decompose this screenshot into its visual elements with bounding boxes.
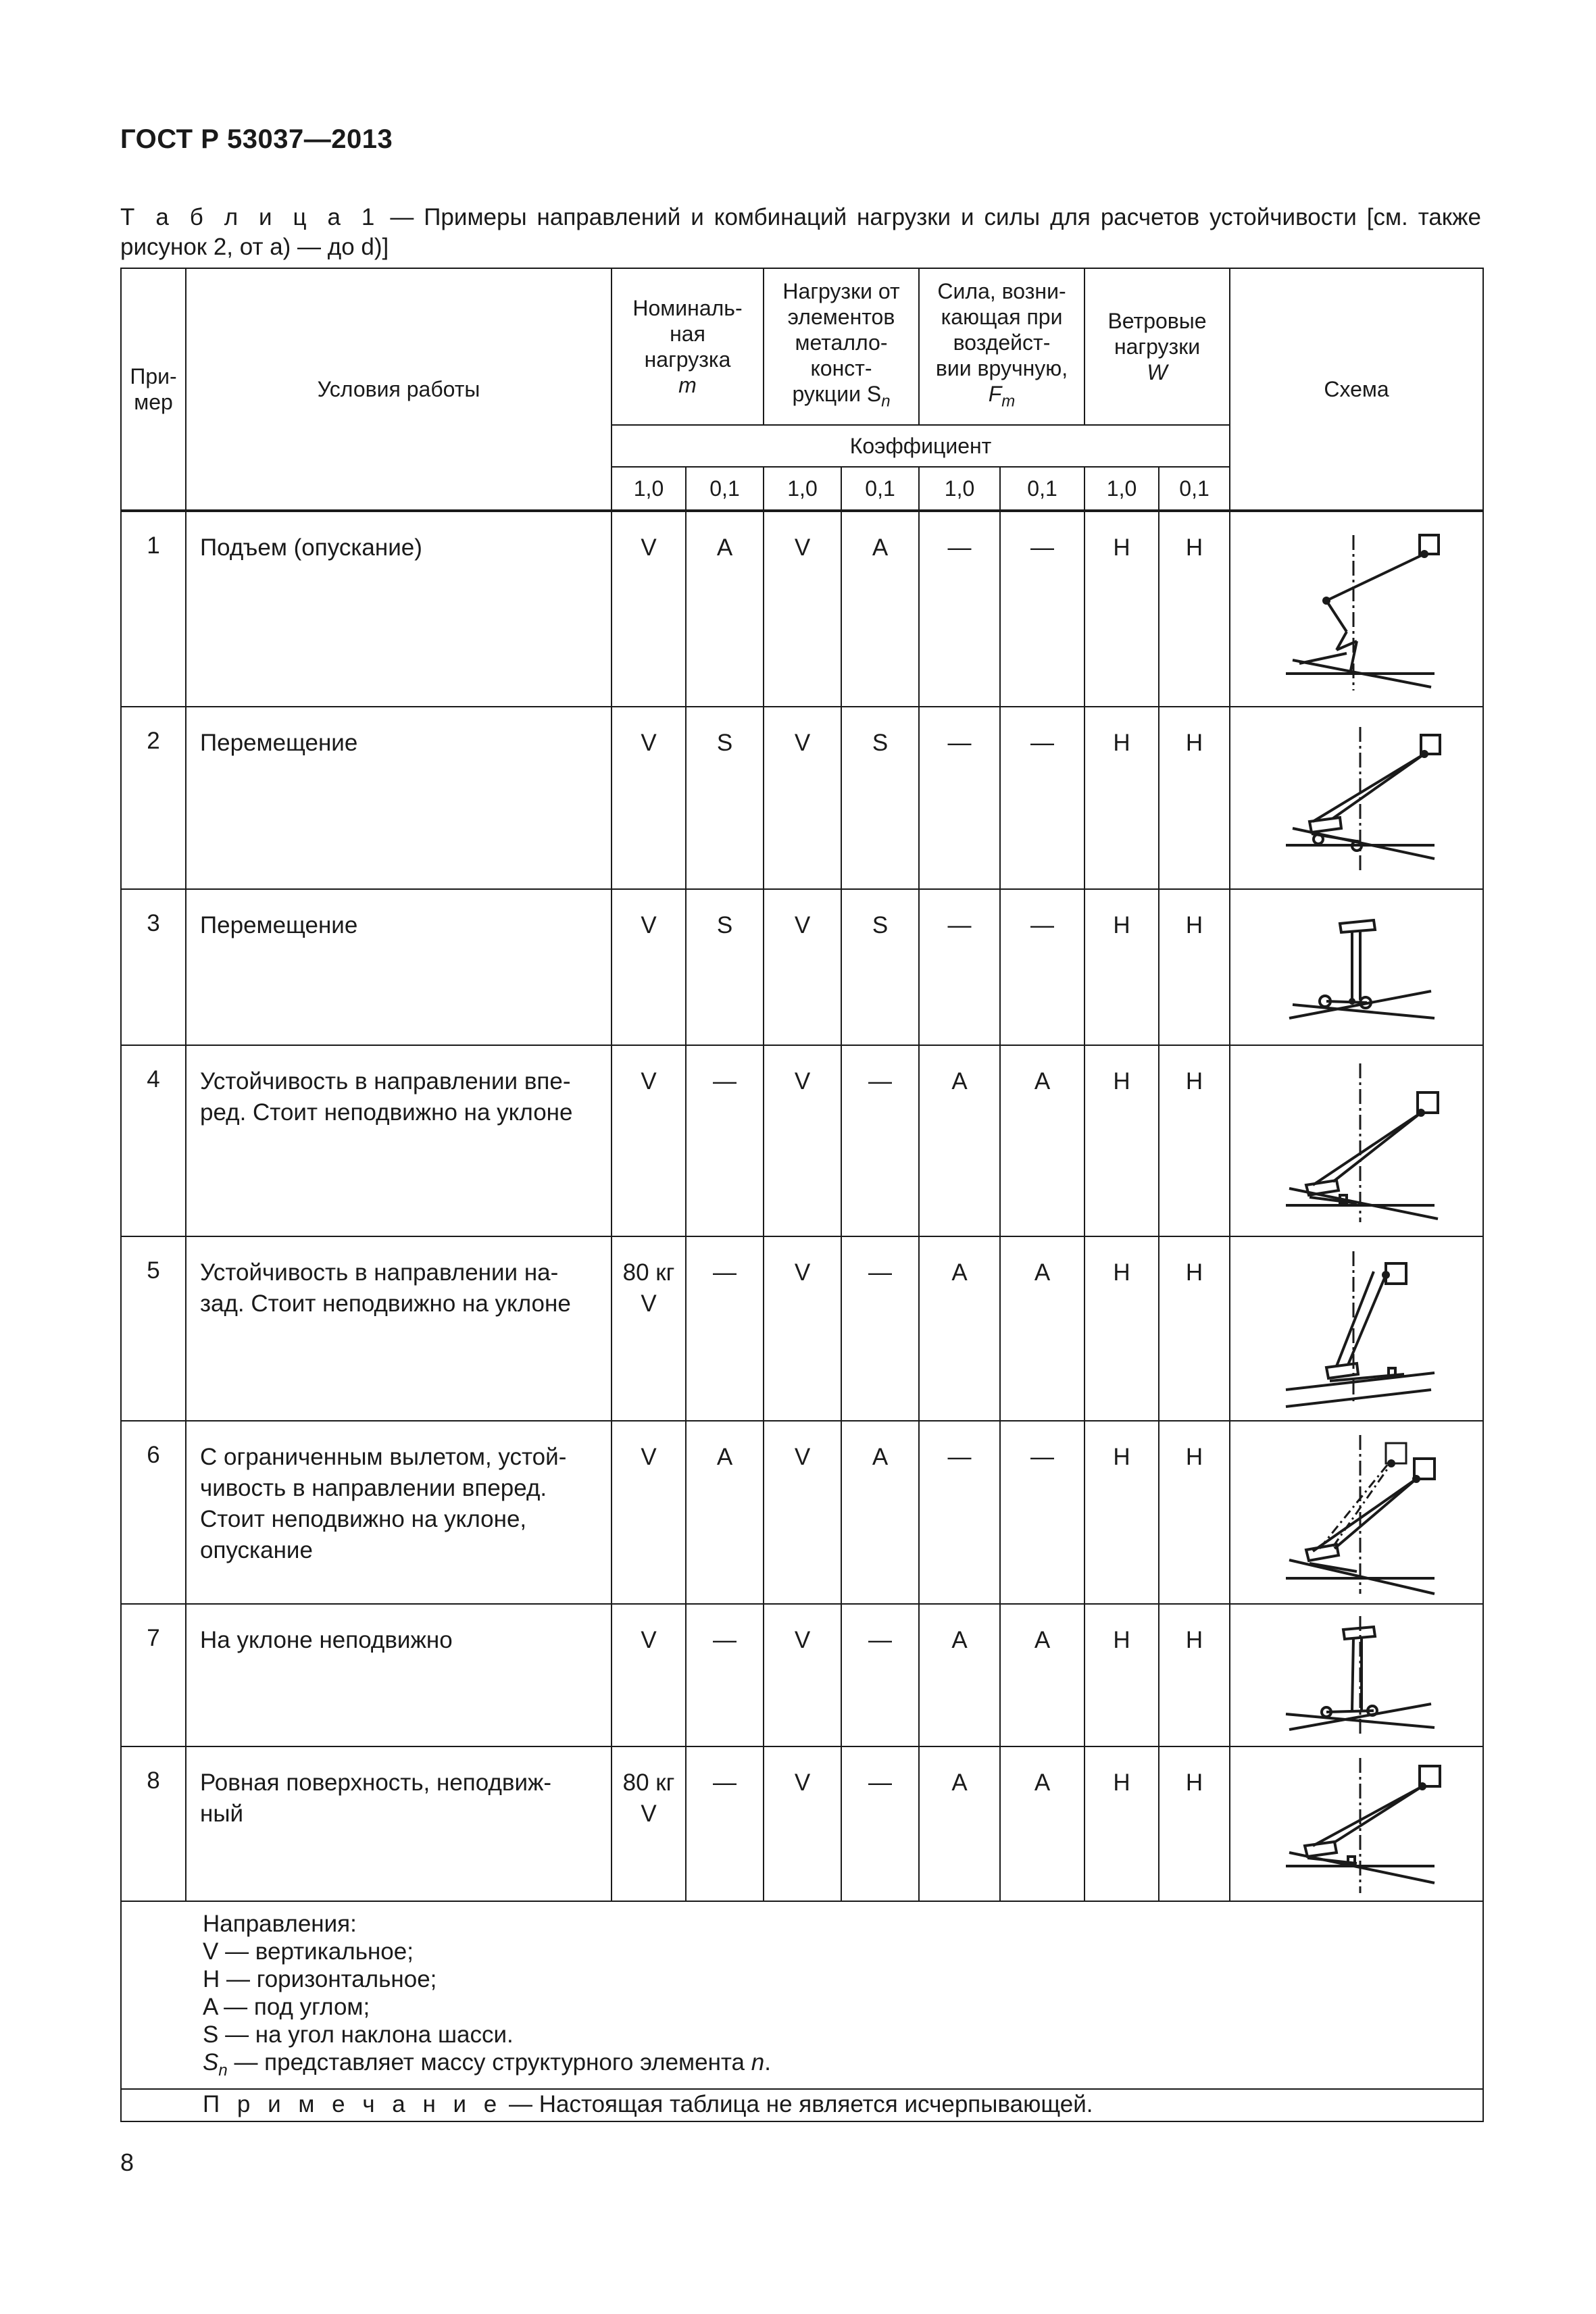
row-number: 2 [121, 707, 186, 889]
directions-title: Направления: [203, 1911, 357, 1937]
value-cell: — [919, 1421, 1000, 1604]
value-cell: A [1000, 1236, 1084, 1421]
row-conditions: С ограниченным вылетом, устой- чивость в направлении вперед. Стоит неподвижно на уклоне, опускание [186, 1421, 612, 1604]
row-conditions: Подъем (опускание) [186, 511, 612, 707]
schema-cell [1230, 1236, 1483, 1421]
value-cell: V [764, 1421, 841, 1604]
forward-stability-diagram-icon [1272, 1053, 1441, 1229]
travel-extended-boom-diagram-icon [1272, 720, 1441, 876]
direction-h: H — горизонтальное; [203, 1966, 437, 1992]
limited-outreach-diagram-icon [1272, 1428, 1441, 1597]
value-cell: — [1000, 889, 1084, 1045]
lift-lowering-diagram-icon [1272, 525, 1441, 694]
schema-cell [1230, 889, 1483, 1045]
value-cell: — [919, 511, 1000, 707]
value-cell: — [841, 1604, 919, 1746]
row-conditions: На уклоне неподвижно [186, 1604, 612, 1746]
value-cell: V [764, 889, 841, 1045]
table-note [121, 2089, 1483, 2121]
schema-cell [1230, 1421, 1483, 1604]
schema-cell [1230, 1045, 1483, 1236]
value-cell: — [919, 707, 1000, 889]
value-cell: H [1084, 1236, 1159, 1421]
table-caption [120, 203, 1481, 262]
page-number: 8 [120, 2148, 134, 2176]
row-conditions: Устойчивость в направлении на- зад. Стоит неподвижно на уклоне [186, 1236, 612, 1421]
value-cell: — [841, 1236, 919, 1421]
table-row [121, 889, 1483, 1045]
value-cell: V [764, 1236, 841, 1421]
value-cell: V [764, 1746, 841, 1901]
note-prefix: П р и м е ч а н и е [203, 2091, 503, 2117]
value-cell: S [841, 889, 919, 1045]
direction-a: A — под углом; [203, 1994, 370, 2020]
schema-cell [1230, 1746, 1483, 1901]
value-cell: H [1159, 889, 1230, 1045]
value-cell: A [1000, 1604, 1084, 1746]
header-manual-force: Сила, возни- кающая при воздейст- вии вручную, $F_m$ [919, 268, 1084, 425]
stability-examples-table [120, 268, 1484, 2122]
value-cell: H [1159, 1746, 1230, 1901]
value-cell: — [841, 1045, 919, 1236]
stationary-slope-diagram-icon [1272, 1609, 1441, 1741]
header-example: При- мер [121, 268, 186, 511]
value-cell: S [686, 707, 764, 889]
directions-legend [121, 1901, 1483, 2089]
value-cell: — [686, 1236, 764, 1421]
header-structure-load: Нагрузки от элементов металло- конст- рукции $S_n$ [764, 268, 919, 425]
value-cell: V [612, 1421, 686, 1604]
note-row [121, 2089, 1483, 2121]
header-conditions: Условия работы [186, 268, 612, 511]
value-cell: V [764, 707, 841, 889]
document-header: ГОСТ Р 53037—2013 [120, 124, 393, 154]
coefficient-cell: 0,1 [1000, 467, 1084, 511]
schema-cell [1230, 511, 1483, 707]
value-cell: A [919, 1236, 1000, 1421]
value-cell: — [686, 1045, 764, 1236]
coefficient-cell: 0,1 [1159, 467, 1230, 511]
value-cell: H [1084, 1421, 1159, 1604]
value-cell: — [1000, 707, 1084, 889]
row-conditions: Перемещение [186, 707, 612, 889]
coefficient-cell: 1,0 [764, 467, 841, 511]
schema-cell [1230, 707, 1483, 889]
table-row [121, 511, 1483, 707]
table-row [121, 1604, 1483, 1746]
value-cell: A [686, 1421, 764, 1604]
value-cell: H [1159, 1421, 1230, 1604]
row-number: 6 [121, 1421, 186, 1604]
row-number: 8 [121, 1746, 186, 1901]
row-number: 1 [121, 511, 186, 707]
table-row [121, 707, 1483, 889]
header-schema: Схема [1230, 268, 1483, 511]
value-cell: H [1159, 1045, 1230, 1236]
directions-row [121, 1901, 1483, 2089]
value-cell: H [1084, 511, 1159, 707]
row-number: 7 [121, 1604, 186, 1746]
value-cell: — [686, 1746, 764, 1901]
value-cell: H [1084, 1045, 1159, 1236]
value-cell: A [1000, 1045, 1084, 1236]
value-cell: V [764, 1045, 841, 1236]
value-cell: H [1084, 1746, 1159, 1901]
value-cell: H [1159, 707, 1230, 889]
table-row [121, 1045, 1483, 1236]
header-nominal-load: Номиналь- ная нагрузка m [612, 268, 764, 425]
value-cell: H [1159, 1604, 1230, 1746]
value-cell: A [841, 511, 919, 707]
value-cell: H [1159, 1236, 1230, 1421]
note-text: — Настоящая таблица не является исчерпывающей. [502, 2091, 1093, 2117]
row-conditions: Перемещение [186, 889, 612, 1045]
caption-prefix: Т а б л и ц а 1 [120, 204, 380, 230]
value-cell: S [841, 707, 919, 889]
value-cell: — [686, 1604, 764, 1746]
value-cell: A [1000, 1746, 1084, 1901]
header-wind-load: Ветровые нагрузки W [1084, 268, 1230, 425]
direction-sn: $S_n$ — представляет массу структурного элемента n. [203, 2049, 771, 2080]
value-cell: — [841, 1746, 919, 1901]
value-cell: V [764, 511, 841, 707]
value-cell: 80 кг V [612, 1746, 686, 1901]
backward-stability-diagram-icon [1272, 1244, 1441, 1413]
travel-retracted-boom-diagram-icon [1272, 900, 1441, 1035]
value-cell: A [686, 511, 764, 707]
table-row [121, 1746, 1483, 1901]
direction-v: V — вертикальное; [203, 1938, 414, 1965]
header-coefficient: Коэффициент [612, 425, 1230, 467]
value-cell: H [1084, 707, 1159, 889]
value-cell: V [612, 511, 686, 707]
coefficient-cell: 0,1 [686, 467, 764, 511]
value-cell: H [1084, 889, 1159, 1045]
row-number: 3 [121, 889, 186, 1045]
coefficient-cell: 1,0 [612, 467, 686, 511]
schema-cell [1230, 1604, 1483, 1746]
table-row [121, 1421, 1483, 1604]
coefficient-cell: 1,0 [1084, 467, 1159, 511]
value-cell: 80 кг V [612, 1236, 686, 1421]
caption-text: — Примеры направлений и комбинаций нагрузки и силы для расчетов устойчивости [см. также рисунок 2, от a) — до d)] [120, 204, 1481, 260]
direction-s: S — на угол наклона шасси. [203, 2021, 514, 2048]
value-cell: — [919, 889, 1000, 1045]
row-conditions: Ровная поверхность, неподвиж- ный [186, 1746, 612, 1901]
value-cell: A [841, 1421, 919, 1604]
coefficient-cell: 1,0 [919, 467, 1000, 511]
table-row [121, 1236, 1483, 1421]
value-cell: V [612, 889, 686, 1045]
value-cell: V [764, 1604, 841, 1746]
row-number: 5 [121, 1236, 186, 1421]
value-cell: A [919, 1604, 1000, 1746]
value-cell: H [1084, 1604, 1159, 1746]
row-number: 4 [121, 1045, 186, 1236]
value-cell: V [612, 707, 686, 889]
coefficient-cell: 0,1 [841, 467, 919, 511]
value-cell: — [1000, 1421, 1084, 1604]
value-cell: H [1159, 511, 1230, 707]
value-cell: A [919, 1045, 1000, 1236]
value-cell: V [612, 1045, 686, 1236]
value-cell: S [686, 889, 764, 1045]
value-cell: A [919, 1746, 1000, 1901]
row-conditions: Устойчивость в направлении впе- ред. Стоит неподвижно на уклоне [186, 1045, 612, 1236]
value-cell: V [612, 1604, 686, 1746]
level-surface-diagram-icon [1272, 1751, 1441, 1896]
value-cell: — [1000, 511, 1084, 707]
